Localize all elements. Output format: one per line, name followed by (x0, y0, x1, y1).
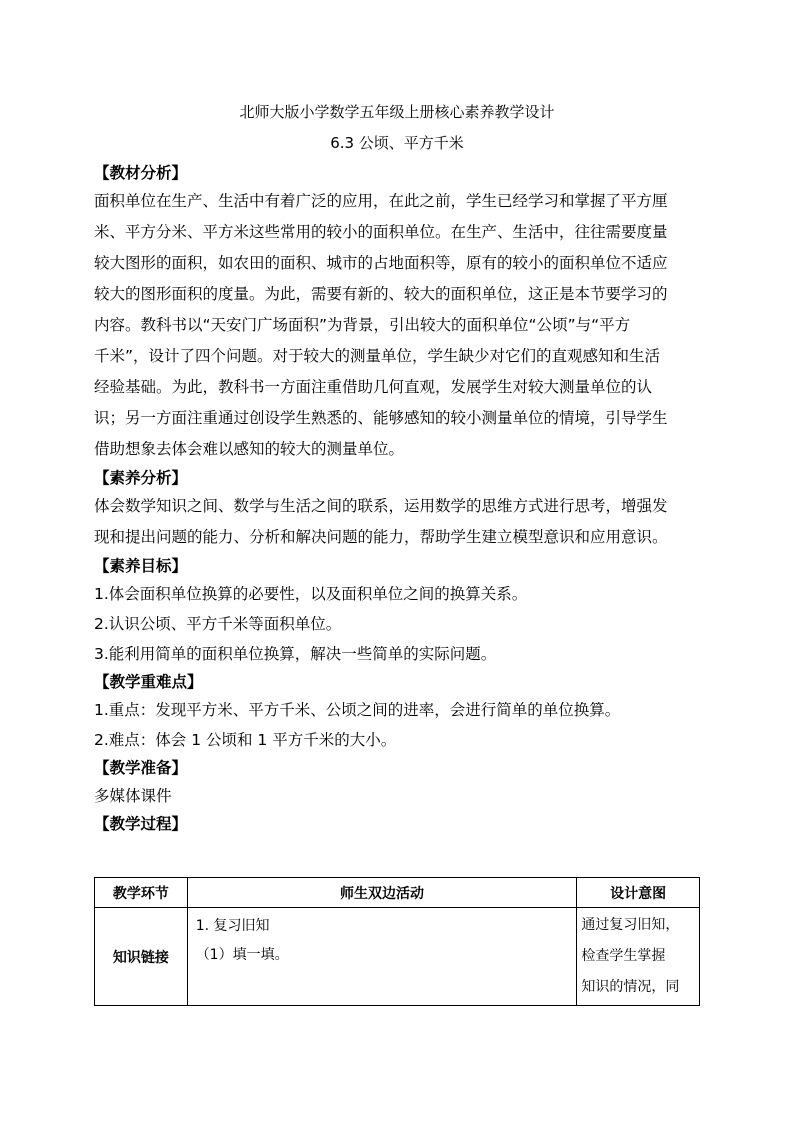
paragraph-line: 米、平方分米、平方米这些常用的较小的面积单位。在生产、生活中，往往需要度量 (94, 223, 668, 241)
activity-line: 1. 复习旧知 (195, 918, 270, 934)
paragraph-line: 较大图形的面积，如农田的面积、城市的占地面积等，原有的较小的面积单位不适应 (94, 254, 668, 272)
table-row (95, 908, 700, 1006)
table-header-row (95, 878, 700, 908)
heading-process: 【教学过程】 (94, 815, 188, 833)
intent-line: 通过复习旧知， (581, 917, 680, 933)
paragraph-line: 面积单位在生产、生活中有着广泛的应用，在此之前，学生已经学习和掌握了平方厘 (94, 192, 668, 210)
heading-preparation: 【教学准备】 (94, 759, 188, 777)
intent-line: 知识的情况，同 (581, 979, 680, 995)
key-point-item: 2.难点：体会 1 公顷和 1 平方千米的大小。 (94, 731, 397, 749)
paragraph-line: 较大的图形面积的度量。为此，需要有新的、较大的面积单位，这正是本节要学习的 (94, 285, 668, 303)
stage-cell: 知识链接 (95, 908, 188, 1006)
paragraph-line: 借助想象去体会难以感知的较大的测量单位。 (94, 440, 405, 458)
column-header-activity: 师生双边活动 (187, 878, 577, 908)
heading-literacy-goals: 【素养目标】 (94, 557, 188, 575)
paragraph-line: 体会数学知识之间、数学与生活之间的联系，运用数学的思维方式进行思考，增强发 (94, 497, 668, 515)
paragraph-line: 内容。教科书以“天安门广场面积”为背景，引出较大的面积单位“公顷”与“平方 (94, 316, 631, 334)
heading-literacy-analysis: 【素养分析】 (94, 469, 188, 487)
goal-item: 2.认识公顷、平方千米等面积单位。 (94, 615, 342, 633)
literacy-goals-list (94, 579, 704, 669)
paragraph-line: 经验基础。为此，教科书一方面注重借助几何直观，发展学生对较大测量单位的认 (94, 378, 653, 396)
textbook-analysis-paragraph (94, 186, 704, 465)
preparation-text: 多媒体课件 (94, 787, 172, 805)
document-title: 北师大版小学数学五年级上册核心素养教学设计 (239, 103, 555, 121)
activity-cell (187, 908, 577, 1006)
teaching-process-table (94, 877, 700, 1006)
document-body (94, 160, 704, 837)
intent-line: 检查学生掌握 (581, 948, 666, 964)
intent-cell (577, 908, 700, 1006)
paragraph-line: 千米”，设计了四个问题。对于较大的测量单位，学生缺少对它们的直观感知和生活 (94, 347, 661, 365)
paragraph-line: 识；另一方面注重通过创设学生熟悉的、能够感知的较小测量单位的情境，引导学生 (94, 409, 668, 427)
key-point-item: 1.重点：发现平方米、平方千米、公顷之间的进率，会进行简单的单位换算。 (94, 701, 621, 719)
lesson-title: 6.3 公顷、平方千米 (330, 134, 464, 152)
column-header-intent: 设计意图 (577, 878, 700, 908)
heading-key-points: 【教学重难点】 (94, 673, 203, 691)
paragraph-line: 现和提出问题的能力、分析和解决问题的能力，帮助学生建立模型意识和应用意识。 (94, 528, 668, 546)
goal-item: 1.体会面积单位换算的必要性，以及面积单位之间的换算关系。 (94, 585, 528, 603)
heading-textbook-analysis: 【教材分析】 (94, 164, 188, 182)
key-points-list (94, 695, 704, 755)
column-header-stage: 教学环节 (95, 878, 188, 908)
activity-line: （1）填一填。 (195, 947, 289, 963)
literacy-analysis-paragraph (94, 491, 704, 553)
goal-item: 3.能利用简单的面积单位换算，解决一些简单的实际问题。 (94, 645, 497, 663)
